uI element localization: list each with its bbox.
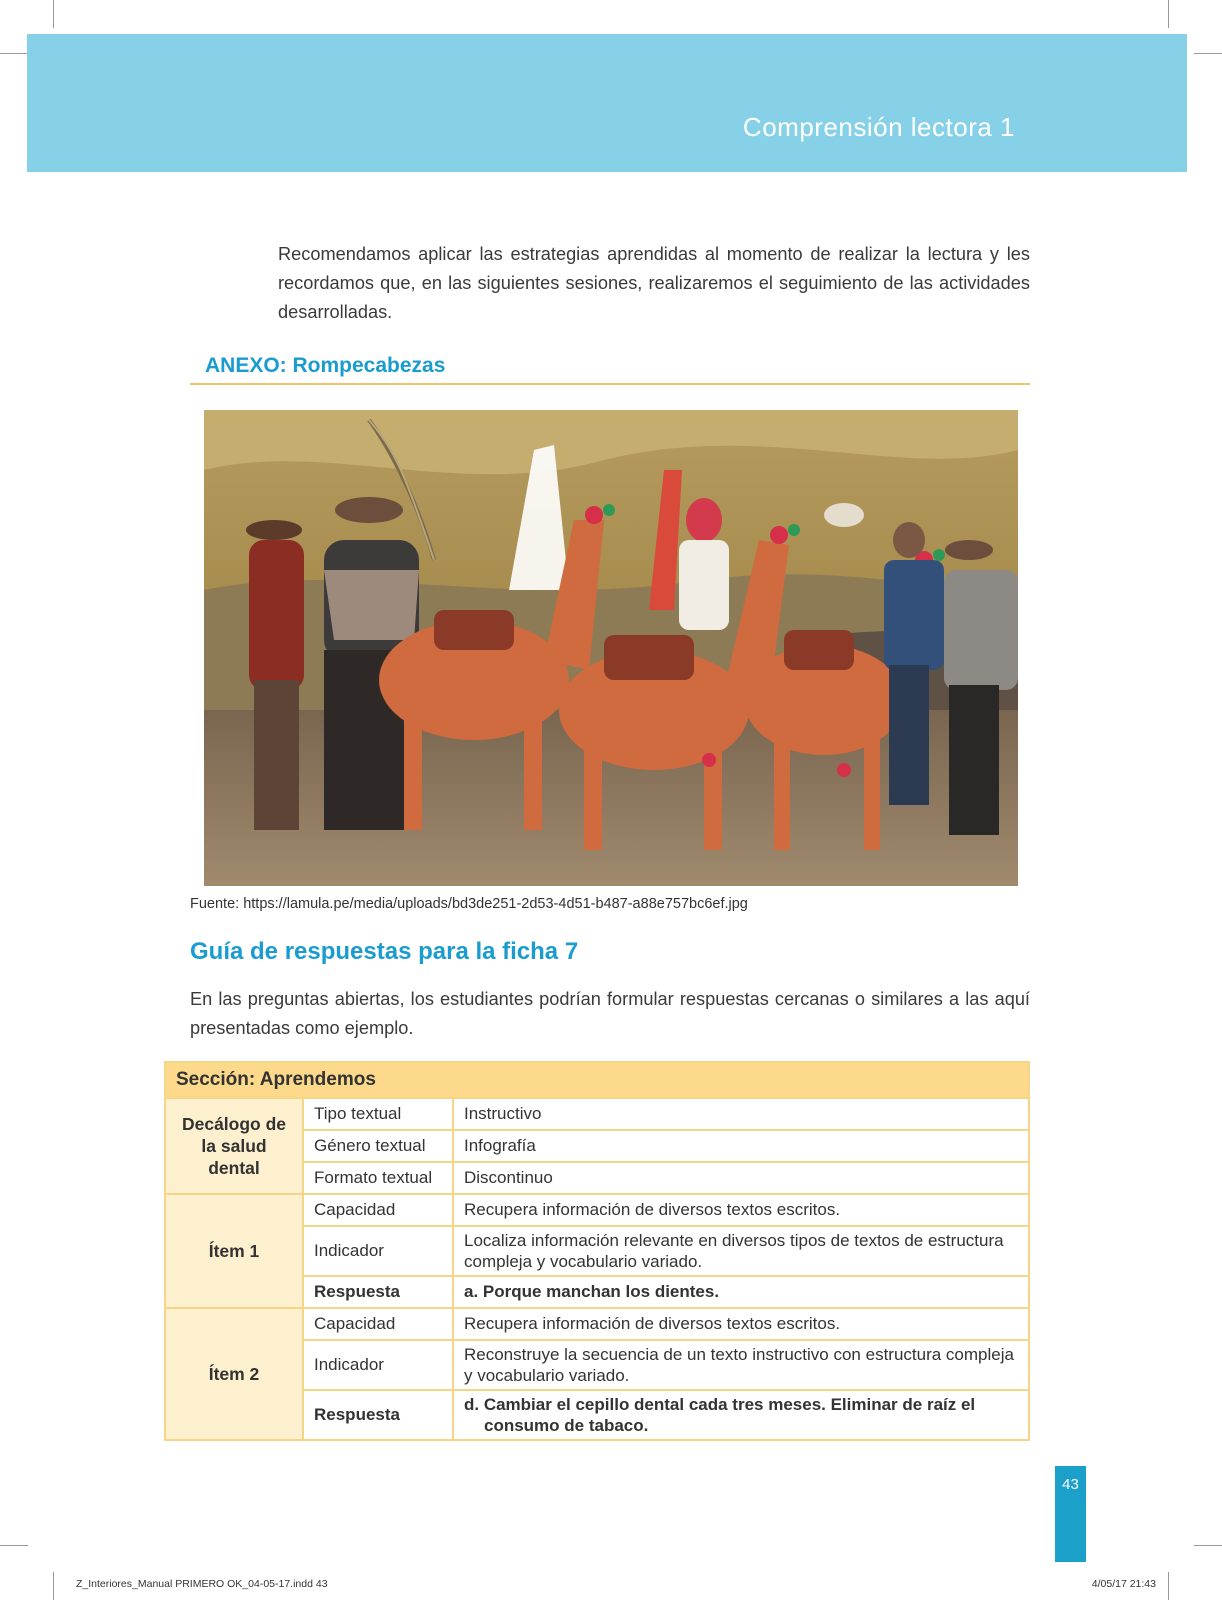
header-banner [27, 34, 1187, 172]
crop-mark [1194, 53, 1222, 54]
crop-mark [1194, 1545, 1222, 1546]
row-value: Infografía [453, 1130, 1029, 1162]
row-value: Localiza información relevante en diversos tipos de textos de estructura compleja y vocabulario variado. [453, 1226, 1029, 1276]
anexo-divider [190, 383, 1030, 385]
group-item-2: Ítem 2 [165, 1308, 303, 1440]
crop-mark [0, 1545, 28, 1546]
row-label: Formato textual [303, 1162, 453, 1194]
row-value: Recupera información de diversos textos escritos. [453, 1308, 1029, 1340]
table-row [165, 1194, 1029, 1226]
answer-line: consumo de tabaco. [484, 1416, 649, 1435]
answer-table [164, 1061, 1030, 1441]
row-label: Indicador [303, 1226, 453, 1276]
row-value: Instructivo [453, 1098, 1029, 1130]
row-label: Respuesta [303, 1390, 453, 1440]
footer-datetime: 4/05/17 21:43 [1091, 1578, 1156, 1590]
footer-filename: Z_Interiores_Manual PRIMERO OK_04-05-17.indd 43 [76, 1578, 328, 1590]
row-value [453, 1390, 1029, 1440]
guia-paragraph: En las preguntas abiertas, los estudiantes podrían formular respuestas cercanas o similares a las aquí presentadas como ejemplo. [190, 989, 1030, 1038]
row-label: Capacidad [303, 1194, 453, 1226]
intro-paragraph: Recomendamos aplicar las estrategias aprendidas al momento de realizar la lectura y les recordamos que, en las siguientes sesiones, realizaremos el seguimiento de las actividades desarrolladas. [278, 244, 1030, 322]
row-label: Género textual [303, 1130, 453, 1162]
crop-mark [1168, 1572, 1169, 1600]
group-decalogo: Decálogo de la salud dental [165, 1098, 303, 1194]
table-row [165, 1098, 1029, 1130]
crop-mark [53, 1572, 54, 1600]
row-label: Tipo textual [303, 1098, 453, 1130]
crop-mark [0, 53, 28, 54]
row-value: Reconstruye la secuencia de un texto instructivo con estructura compleja y vocabulario variado. [453, 1340, 1029, 1390]
row-label: Respuesta [303, 1276, 453, 1308]
row-label: Capacidad [303, 1308, 453, 1340]
table-row [165, 1308, 1029, 1340]
section-header: Sección: Aprendemos [165, 1062, 1029, 1098]
crop-mark [53, 0, 54, 28]
page-number: 43 [1062, 1476, 1079, 1493]
row-value: Recupera información de diversos textos escritos. [453, 1194, 1029, 1226]
header-title: Comprensión lectora 1 [742, 112, 1015, 142]
group-item-1: Ítem 1 [165, 1194, 303, 1308]
answer-line: d. Cambiar el cepillo dental cada tres meses. Eliminar de raíz el [464, 1395, 976, 1414]
table-header-row [165, 1062, 1029, 1098]
guia-heading: Guía de respuestas para la ficha 7 [190, 938, 579, 965]
anexo-heading: ANEXO: Rompecabezas [205, 354, 446, 377]
image-source: Fuente: https://lamula.pe/media/uploads/bd3de251-2d53-4d51-b487-a88e757bc6ef.jpg [190, 896, 748, 912]
row-value: a. Porque manchan los dientes. [453, 1276, 1029, 1308]
llama-festival-photo [204, 410, 1018, 886]
crop-mark [1168, 0, 1169, 28]
row-label: Indicador [303, 1340, 453, 1390]
row-value: Discontinuo [453, 1162, 1029, 1194]
